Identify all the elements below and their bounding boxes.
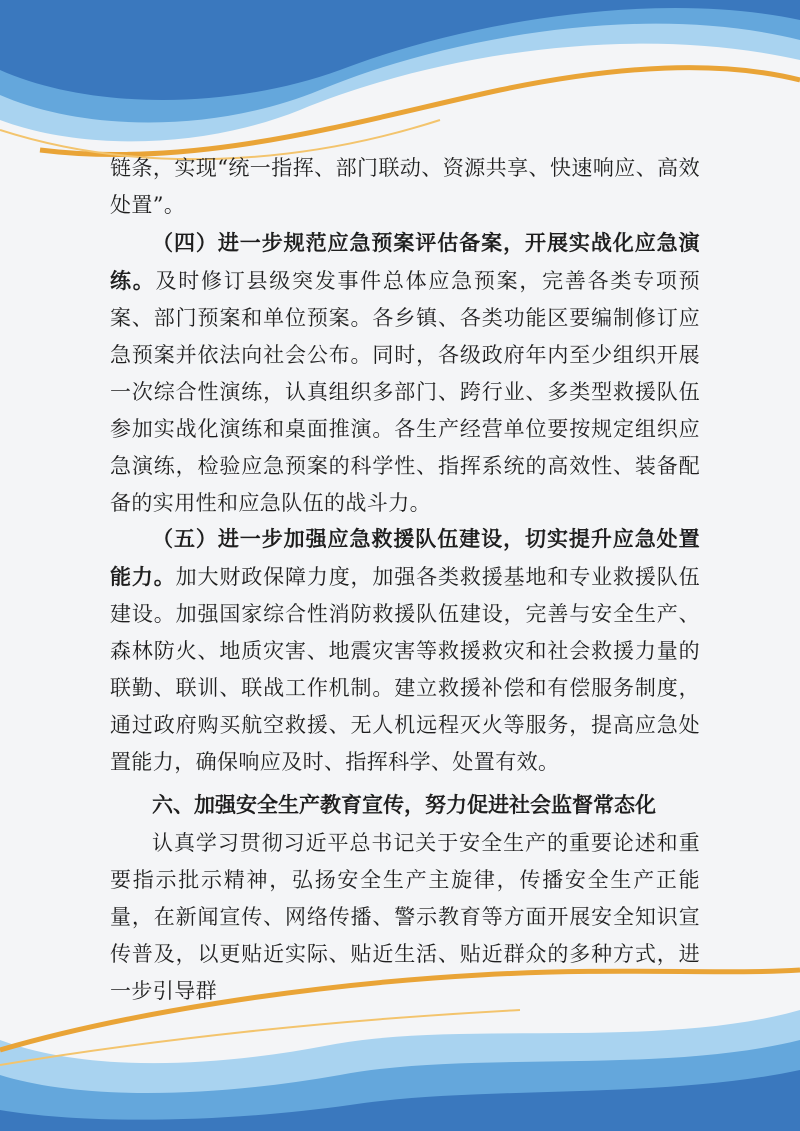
paragraph-continued <box>110 150 700 224</box>
section-4-body: 及时修订县级突发事件总体应急预案，完善各类专项预案、部门预案和单位预案。各乡镇、各类功能区要编制修订应急预案并依法向社会公布。同时，各级政府年内至少组织开展一次综合性演练，认真组织多部门、跨行业、多类型救援队伍参加实战化演练和桌面推演。各生产经营单位要按规定组织应急演练，检验应急预案的科学性、指挥系统的高效性、装备配备的实用性和应急队伍的战斗力。 <box>110 269 700 515</box>
paragraph-section-5 <box>110 520 700 781</box>
section-6-body: 认真学习贯彻习近平总书记关于安全生产的重要论述和重要指示批示精神，弘扬安全生产主旋律，传播安全生产正能量，在新闻宣传、网络传播、警示教育等方面开展安全知识宣传普及，以更贴近实际、贴近生活、贴近群众的多种方式，进一步引导群 <box>110 831 700 1003</box>
section-5-body: 加大财政保障力度，加强各类救援基地和专业救援队伍建设。加强国家综合性消防救援队伍建设，完善与安全生产、森林防火、地质灾害、地震灾害等救援救灾和社会救援力量的联勤、联训、联战工作机制。建立救援补偿和有偿服务制度，通过政府购买航空救援、无人机远程灭火等服务，提高应急处置能力，确保响应及时、指挥科学、处置有效。 <box>110 565 700 774</box>
paragraph-section-4 <box>110 224 700 522</box>
section-6-heading: 六、加强安全生产教育宣传，努力促进社会监督常态化 <box>152 792 656 817</box>
paragraph-section-6-body <box>110 825 700 1010</box>
section-5-title: （五）进一步加强应急救援队伍建设，切实提升应急处置能力。 <box>110 526 700 589</box>
section-4-title: （四）进一步规范应急预案评估备案，开展实战化应急演练。 <box>110 230 700 293</box>
paragraph-text: 链条，实现“统一指挥、部门联动、资源共享、快速响应、高效处置”。 <box>110 156 700 217</box>
